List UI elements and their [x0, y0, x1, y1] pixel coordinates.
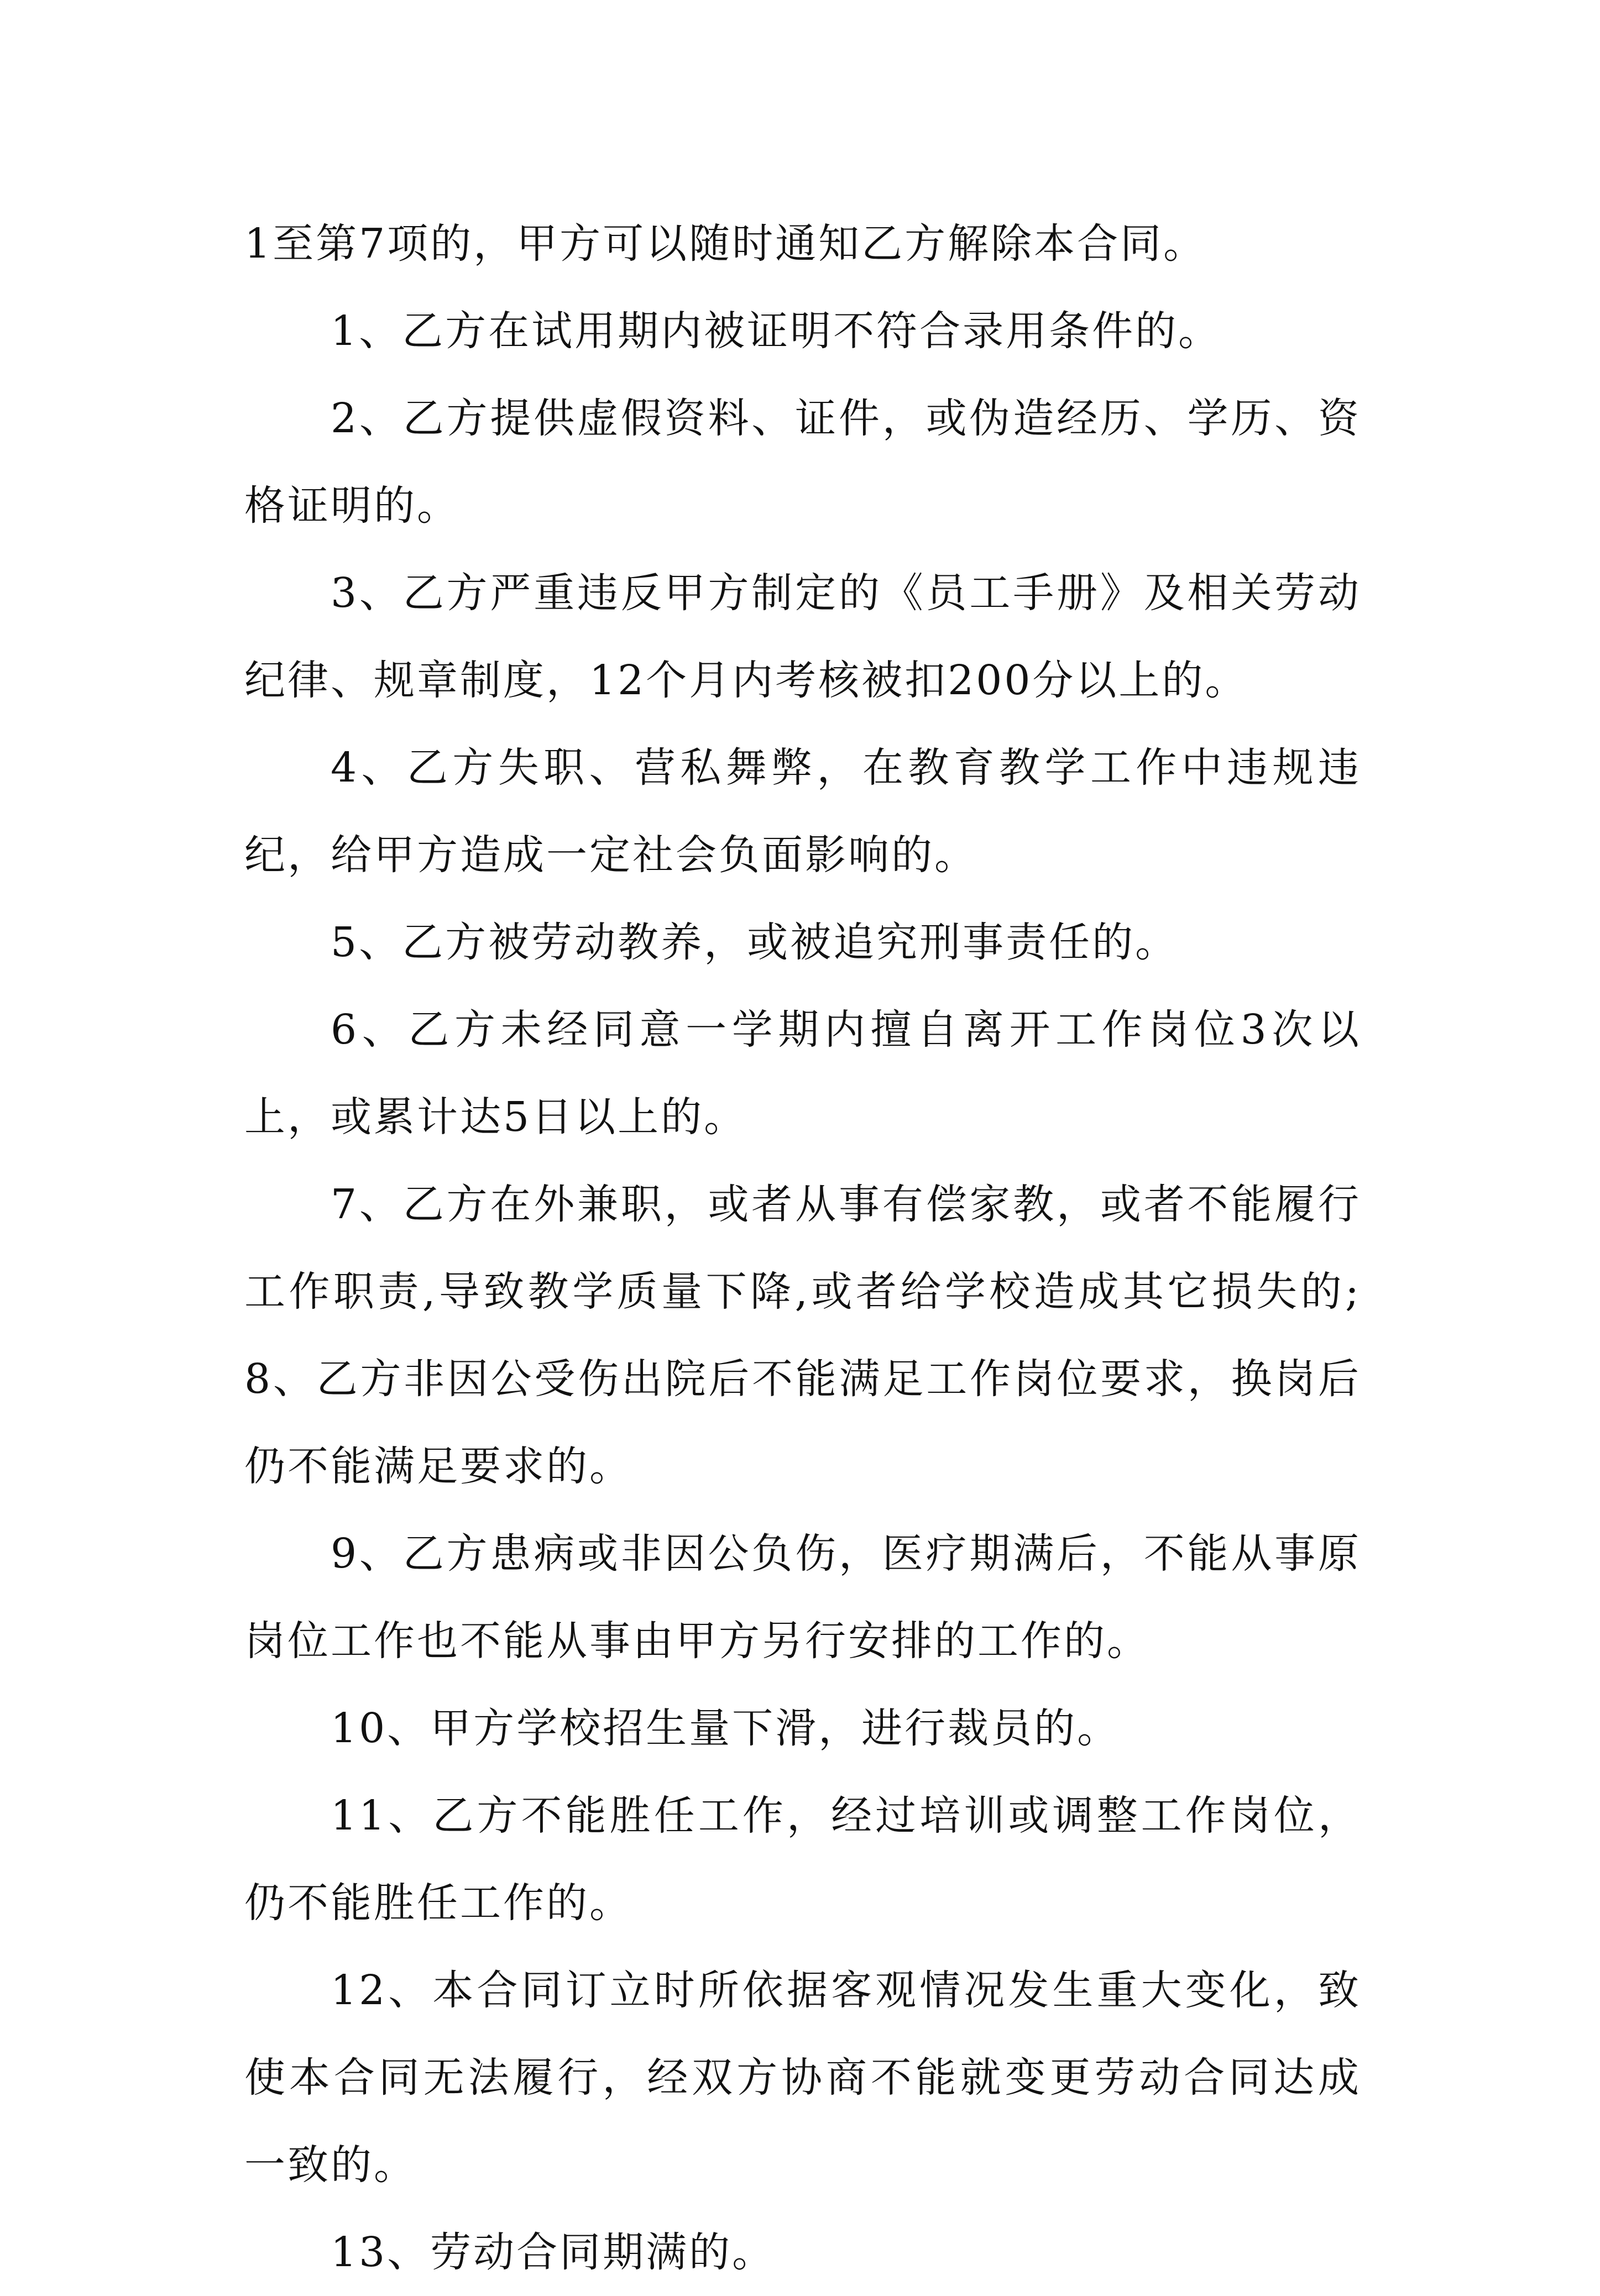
paragraph-clause-10: 10、甲方学校招生量下滑，进行裁员的。	[331, 1705, 1121, 1752]
paragraph-clause-5: 5、乙方被劳动教养，或被追究刑事责任的。	[331, 919, 1179, 966]
paragraph-clause-7-8: 7、乙方在外兼职，或者从事有偿家教，或者不能履行工作职责,导致教学质量下降,或者给学校造成其它损失的;8、乙方非因公受伤出院后不能满足工作岗位要求，换岗后仍不能满足要求的。	[244, 1181, 1361, 1490]
paragraph-clause-11: 11、乙方不能胜任工作，经过培训或调整工作岗位，仍不能胜任工作的。	[244, 1792, 1361, 1927]
paragraph-clause-3: 3、乙方严重违反甲方制定的《员工手册》及相关劳动纪律、规章制度，12个月内考核被扣200分以上的。	[244, 569, 1361, 704]
paragraph-clause-2: 2、乙方提供虚假资料、证件，或伪造经历、学历、资格证明的。	[244, 395, 1361, 530]
paragraph-clause-13: 13、劳动合同期满的。	[331, 2229, 776, 2276]
paragraph-continuation: 1至第7项的，甲方可以随时通知乙方解除本合同。	[244, 220, 1207, 268]
paragraph-clause-6: 6、乙方未经同意一学期内擅自离开工作岗位3次以上，或累计达5日以上的。	[244, 1006, 1361, 1141]
document-body	[244, 200, 1361, 2296]
paragraph-clause-1: 1、乙方在试用期内被证明不符合录用条件的。	[331, 307, 1222, 355]
paragraph-clause-4: 4、乙方失职、营私舞弊，在教育教学工作中违规违纪，给甲方造成一定社会负面影响的。	[244, 744, 1361, 879]
paragraph-clause-9: 9、乙方患病或非因公负伤，医疗期满后，不能从事原岗位工作也不能从事由甲方另行安排的工作的。	[244, 1530, 1361, 1665]
paragraph-clause-12: 12、本合同订立时所依据客观情况发生重大变化，致使本合同无法履行，经双方协商不能就变更劳动合同达成一致的。	[244, 1967, 1361, 2189]
